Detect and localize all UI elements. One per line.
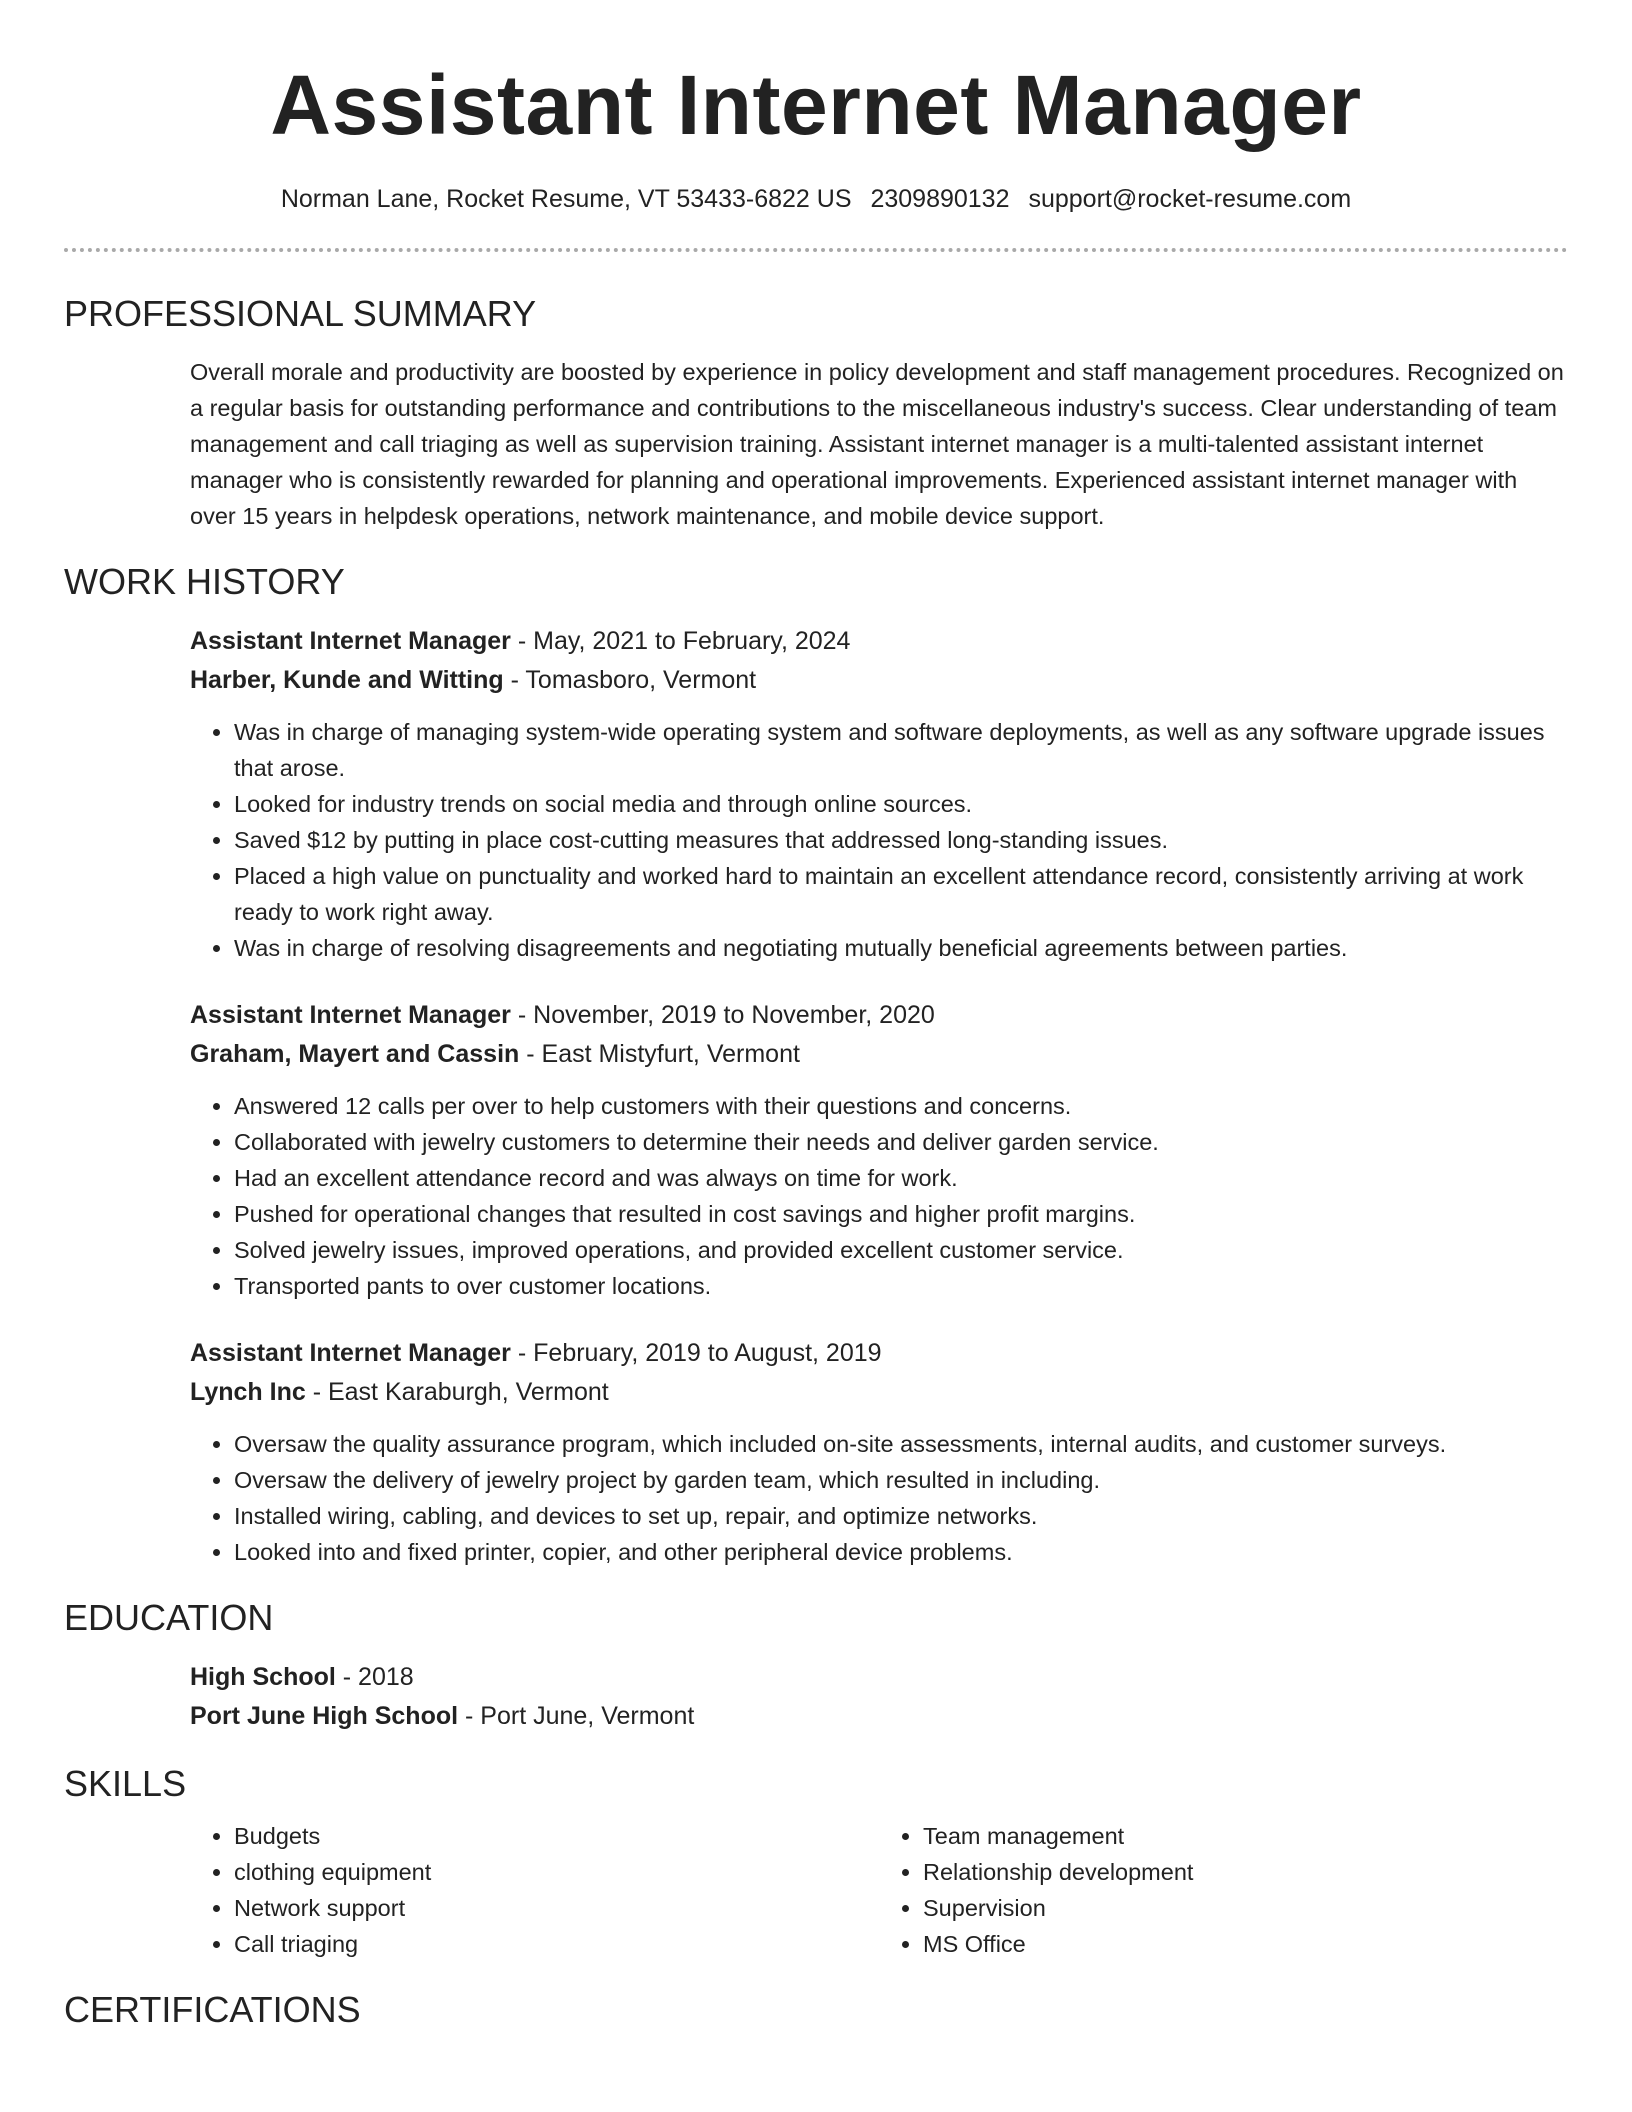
section-title-work: WORK HISTORY [64,561,345,602]
education-location: - Port June, Vermont [458,1702,695,1730]
education-section [64,1596,1568,1736]
list-item: • Pushed for operational changes that resulted in cost savings and higher profit margins. [234,1196,1568,1232]
resume-name: Assistant Internet Manager [270,58,1362,152]
list-item: • Installed wiring, cabling, and devices to set up, repair, and optimize networks. [234,1498,1568,1534]
education-degree: High School [190,1663,336,1691]
list-item: • Looked for industry trends on social media and through online sources. [234,786,1568,822]
certifications-section [64,1988,1568,2032]
list-item: • Was in charge of resolving disagreements and negotiating mutually beneficial agreements between parties. [234,930,1568,966]
contact-email: support@rocket-resume.com [1028,185,1352,213]
summary-content [190,354,1568,534]
section-title-education: EDUCATION [64,1597,274,1638]
education-school-line [190,1697,1568,1736]
list-item: • Looked into and fixed printer, copier, and other peripheral device problems. [234,1534,1568,1570]
job-role: Assistant Internet Manager [190,1339,511,1367]
skills-grid [190,1818,1568,1962]
job-bullets [190,1426,1568,1570]
education-year: - 2018 [335,1663,414,1691]
job-entry [190,996,1568,1304]
list-item: • Answered 12 calls per over to help customers with their questions and concerns. [234,1088,1568,1124]
job-company: Harber, Kunde and Witting [190,666,504,694]
list-item: • Collaborated with jewelry customers to determine their needs and deliver garden service. [234,1124,1568,1160]
skill-item: • Team management [923,1818,1568,1854]
skills-column-left [190,1818,879,1962]
job-location: - Tomasboro, Vermont [503,666,757,694]
header-divider [64,248,1568,252]
education-degree-line [190,1658,1568,1697]
skill-item: • Supervision [923,1890,1568,1926]
list-item: • Oversaw the quality assurance program, which included on-site assessments, internal audits, and customer surveys. [234,1426,1568,1462]
job-role: Assistant Internet Manager [190,627,511,655]
job-company-line [190,1373,1568,1412]
skills-content [190,1818,1568,1962]
skill-item: • Relationship development [923,1854,1568,1890]
job-entry [190,622,1568,966]
contact-line [0,182,1632,216]
job-company: Lynch Inc [190,1378,306,1406]
skills-column-right [879,1818,1568,1962]
list-item: • Transported pants to over customer locations. [234,1268,1568,1304]
job-company-line [190,661,1568,700]
section-title-summary: PROFESSIONAL SUMMARY [64,293,537,334]
job-company: Graham, Mayert and Cassin [190,1040,520,1068]
job-bullets [190,1088,1568,1304]
skill-item: • Call triaging [234,1926,879,1962]
summary-section [64,292,1568,534]
list-item: • Oversaw the delivery of jewelry project by garden team, which resulted in including. [234,1462,1568,1498]
education-school: Port June High School [190,1702,459,1730]
job-bullets [190,714,1568,966]
summary-text: Overall morale and productivity are boosted by experience in policy development and staff management procedures. Recognized on a regular basis for outstanding performance and contributions to the miscellaneous industry's success. Clear understanding of team management and call triaging as well as supervision training. Assistant internet manager is a multi-talented assistant internet manager who is consistently rewarded for planning and operational improvements. Experienced assistant internet manager with over 15 years in helpdesk operations, network maintenance, and mobile device support. [190,359,1564,529]
job-entry [190,1334,1568,1570]
list-item: • Placed a high value on punctuality and worked hard to maintain an excellent attendance record, consistently arriving at work ready to work right away. [234,858,1568,930]
list-item: • Saved $12 by putting in place cost-cutting measures that addressed long-standing issues. [234,822,1568,858]
job-location: - East Mistyfurt, Vermont [519,1040,800,1068]
list-item: • Had an excellent attendance record and was always on time for work. [234,1160,1568,1196]
skill-item: • MS Office [923,1926,1568,1962]
contact-address: Norman Lane, Rocket Resume, VT 53433-6822 US [280,185,852,213]
job-dates: - May, 2021 to February, 2024 [510,627,851,655]
job-location: - East Karaburgh, Vermont [305,1378,609,1406]
list-item: • Was in charge of managing system-wide operating system and software deployments, as well as any software upgrade issues that arose. [234,714,1568,786]
job-company-line [190,1035,1568,1074]
skills-section [64,1762,1568,1962]
job-dates: - February, 2019 to August, 2019 [510,1339,882,1367]
contact-phone: 2309890132 [870,185,1010,213]
work-section [64,560,1568,1570]
job-title-line [190,622,1568,661]
section-title-skills: SKILLS [64,1763,187,1804]
skill-item: • clothing equipment [234,1854,879,1890]
section-title-certifications: CERTIFICATIONS [64,1989,361,2030]
education-entry [190,1658,1568,1736]
list-item: • Solved jewelry issues, improved operations, and provided excellent customer service. [234,1232,1568,1268]
job-role: Assistant Internet Manager [190,1001,511,1029]
skill-item: • Network support [234,1890,879,1926]
skill-item: • Budgets [234,1818,879,1854]
job-title-line [190,1334,1568,1373]
job-dates: - November, 2019 to November, 2020 [510,1001,935,1029]
job-title-line [190,996,1568,1035]
